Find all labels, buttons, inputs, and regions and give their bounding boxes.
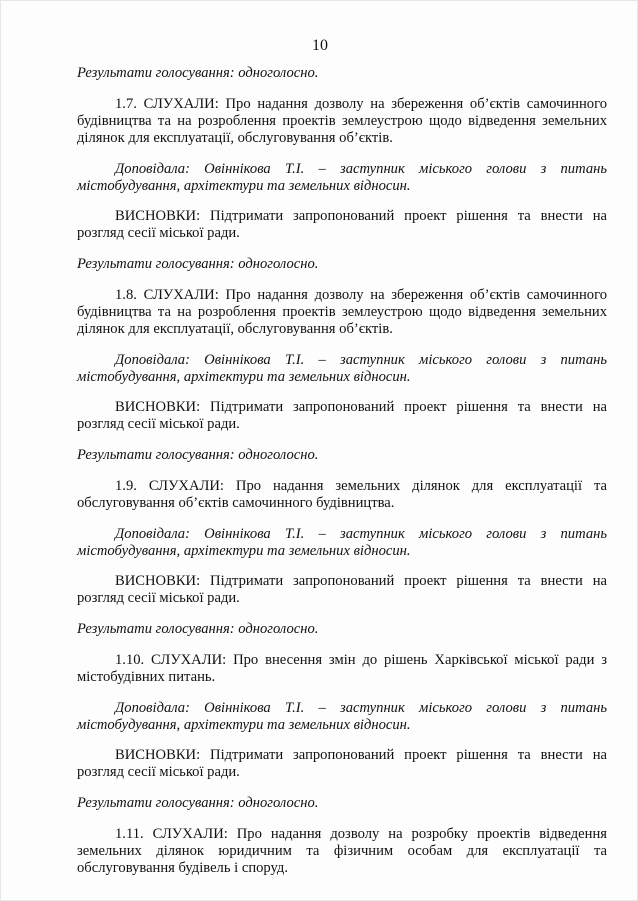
heard-paragraph: 1.7. СЛУХАЛИ: Про надання дозволу на збереження об’єктів самочинного будівництва та на розроблення проектів землеустрою щодо відведення земельних ділянок для експлуатації, обслуговування об’єктів. (77, 96, 607, 146)
conclusion-paragraph: ВИСНОВКИ: Підтримати запропонований проект рішення та внести на розгляд сесії міської ради. (77, 747, 607, 780)
heard-paragraph: 1.9. СЛУХАЛИ: Про надання земельних ділянок для експлуатації та обслуговування об’єктів самочинного будівництва. (77, 478, 607, 511)
heard-paragraph: 1.10. СЛУХАЛИ: Про внесення змін до рішень Харківської міської ради з містобудівних питань. (77, 652, 607, 685)
agenda-item-1-9 (77, 478, 607, 638)
conclusion-paragraph: ВИСНОВКИ: Підтримати запропонований проект рішення та внести на розгляд сесії міської ради. (77, 573, 607, 606)
voting-result: Результати голосування: одноголосно. (77, 795, 319, 811)
document-body (77, 65, 607, 891)
speaker-paragraph: Доповідала: Овіннікова Т.І. – заступник міського голови з питань містобудування, архітектури та земельних відносин. (77, 700, 607, 733)
agenda-item-1-8 (77, 287, 607, 464)
voting-result: Результати голосування: одноголосно. (77, 447, 319, 463)
voting-result: Результати голосування: одноголосно. (77, 256, 319, 272)
speaker-paragraph: Доповідала: Овіннікова Т.І. – заступник міського голови з питань містобудування, архітектури та земельних відносин. (77, 526, 607, 559)
voting-result: Результати голосування: одноголосно. (77, 65, 319, 81)
speaker-paragraph: Доповідала: Овіннікова Т.І. – заступник міського голови з питань містобудування, архітектури та земельних відносин. (77, 161, 607, 194)
conclusion-paragraph: ВИСНОВКИ: Підтримати запропонований проект рішення та внести на розгляд сесії міської ради. (77, 399, 607, 432)
heard-paragraph: 1.11. СЛУХАЛИ: Про надання дозволу на розробку проектів відведення земельних ділянок юридичним та фізичним особам для експлуатації та обслуговування будівель і споруд. (77, 826, 607, 876)
agenda-item-1-10 (77, 652, 607, 812)
agenda-item-1-11 (77, 826, 607, 877)
voting-result: Результати голосування: одноголосно. (77, 621, 319, 637)
heard-paragraph: 1.8. СЛУХАЛИ: Про надання дозволу на збереження об’єктів самочинного будівництва та на розроблення проектів землеустрою щодо відведення земельних ділянок для експлуатації, обслуговування об’єктів. (77, 287, 607, 337)
speaker-paragraph: Доповідала: Овіннікова Т.І. – заступник міського голови з питань містобудування, архітектури та земельних відносин. (77, 352, 607, 385)
conclusion-paragraph: ВИСНОВКИ: Підтримати запропонований проект рішення та внести на розгляд сесії міської ради. (77, 208, 607, 241)
page-number: 10 (312, 37, 328, 54)
agenda-item-1-7 (77, 96, 607, 273)
